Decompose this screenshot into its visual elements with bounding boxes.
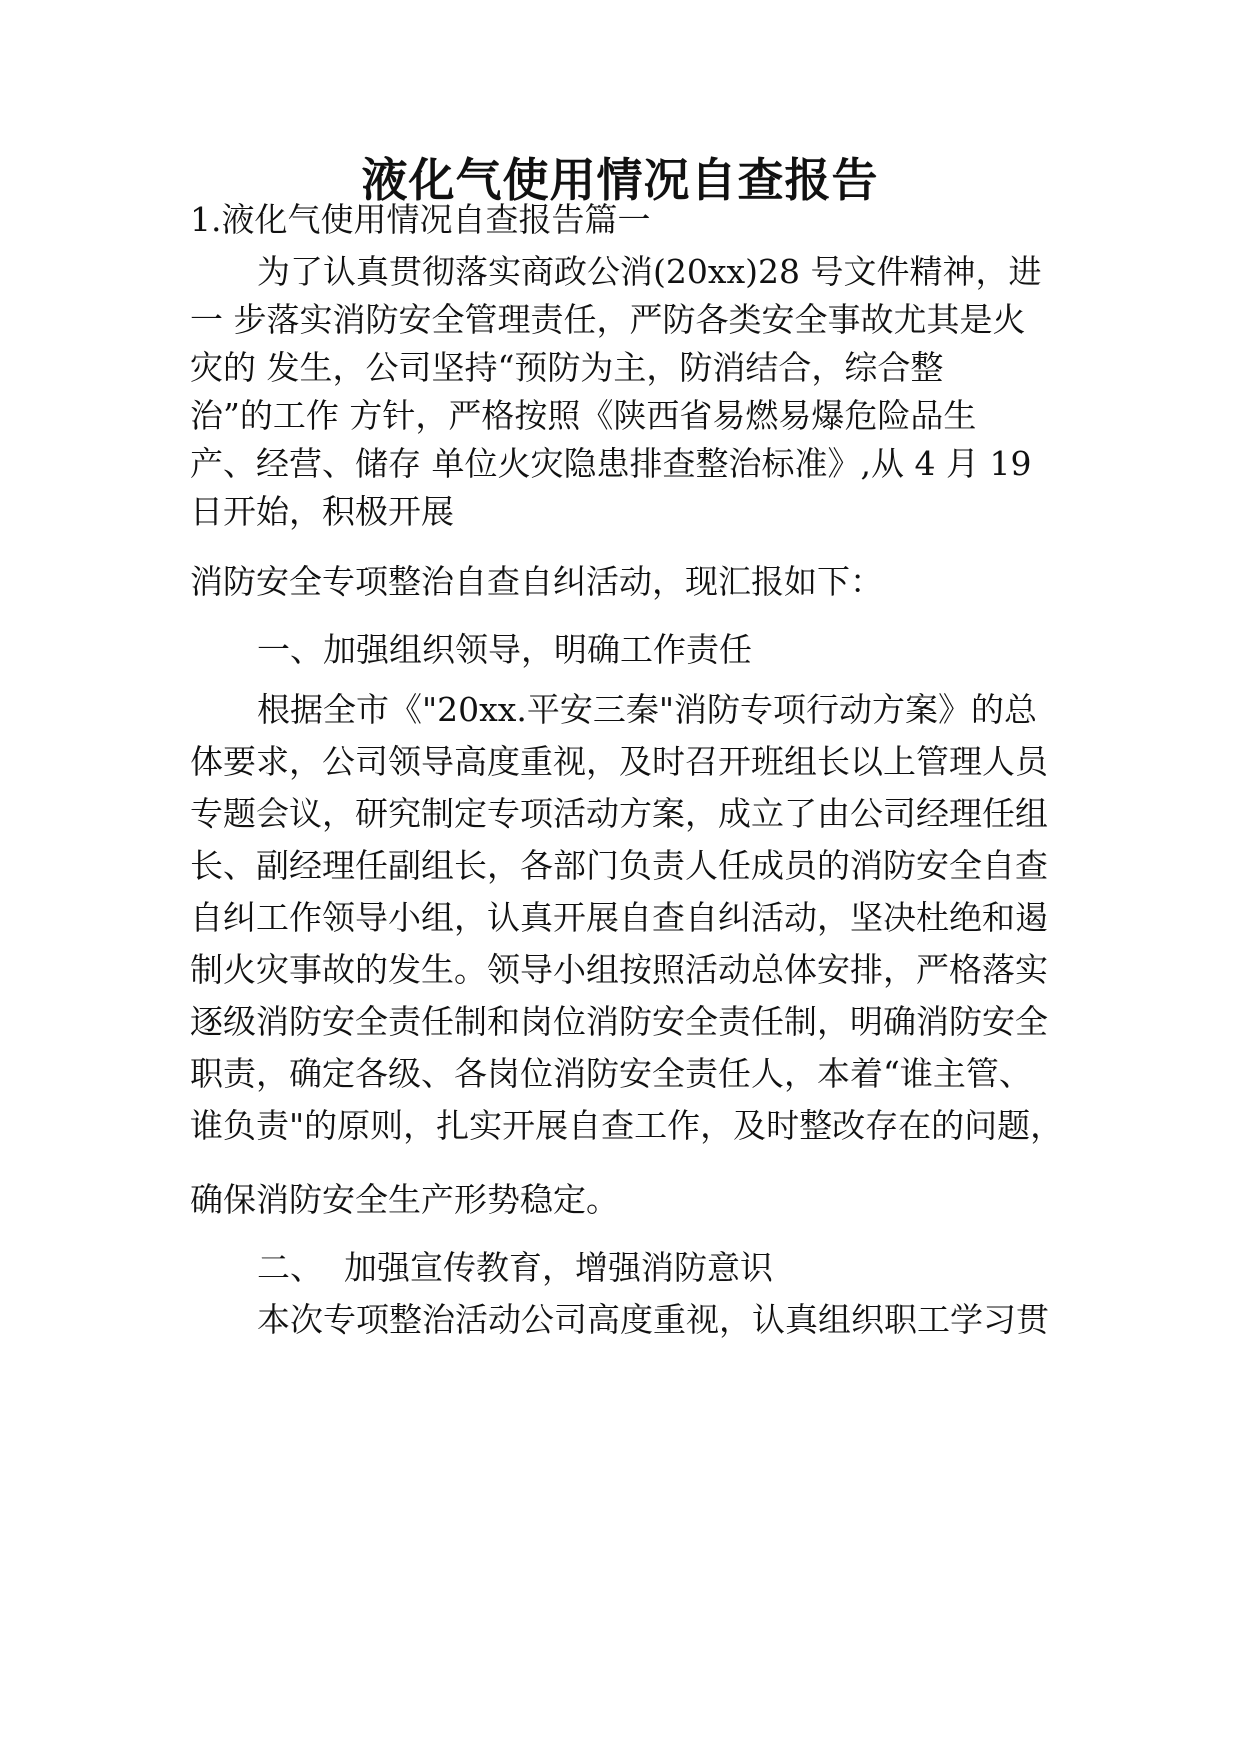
paragraph-line: 自纠工作领导小组，认真开展自查自纠活动，坚决杜绝和遏 bbox=[190, 898, 1048, 937]
paragraph-line: 确保消防安全生产形势稳定。 bbox=[190, 1180, 619, 1219]
paragraph-line: 逐级消防安全责任制和岗位消防安全责任制，明确消防安全 bbox=[190, 1002, 1048, 1041]
paragraph-line: 产、经营、储存 单位火灾隐患排查整治标准》,从 4 月 19 bbox=[190, 444, 1032, 483]
section-heading: 1.液化气使用情况自查报告篇一 bbox=[190, 200, 651, 239]
paragraph-line: 治”的工作 方针，严格按照《陕西省易燃易爆危险品生 bbox=[190, 396, 977, 435]
subsection-heading: 二、 加强宣传教育，增强消防意识 bbox=[257, 1248, 773, 1287]
paragraph-line: 本次专项整治活动公司高度重视，认真组织职工学习贯 bbox=[257, 1300, 1049, 1339]
paragraph-line: 灾的 发生，公司坚持“预防为主，防消结合，综合整 bbox=[190, 348, 944, 387]
paragraph-line: 为了认真贯彻落实商政公消(20xx)28 号文件精神，进 bbox=[257, 252, 1042, 291]
paragraph-line: 职责，确定各级、各岗位消防安全责任人，本着“谁主管、 bbox=[190, 1054, 1032, 1093]
paragraph-line: 体要求，公司领导高度重视，及时召开班组长以上管理人员 bbox=[190, 742, 1048, 781]
paragraph-line: 日开始，积极开展 bbox=[190, 492, 454, 531]
paragraph-line: 制火灾事故的发生。领导小组按照活动总体安排，严格落实 bbox=[190, 950, 1048, 989]
paragraph-line: 消防安全专项整治自查自纠活动，现汇报如下： bbox=[190, 562, 883, 601]
paragraph-line: 谁负责"的原则，扎实开展自查工作，及时整改存在的问题， bbox=[190, 1106, 1064, 1145]
subsection-heading: 一、加强组织领导，明确工作责任 bbox=[257, 630, 752, 669]
paragraph-line: 一 步落实消防安全管理责任，严防各类安全事故尤其是火 bbox=[190, 300, 1026, 339]
paragraph-line: 根据全市《"20xx.平安三秦"消防专项行动方案》的总 bbox=[257, 690, 1038, 729]
paragraph-line: 长、副经理任副组长，各部门负责人任成员的消防安全自查 bbox=[190, 846, 1048, 885]
document-title: 液化气使用情况自查报告 bbox=[361, 153, 879, 207]
paragraph-line: 专题会议，研究制定专项活动方案，成立了由公司经理任组 bbox=[190, 794, 1048, 833]
